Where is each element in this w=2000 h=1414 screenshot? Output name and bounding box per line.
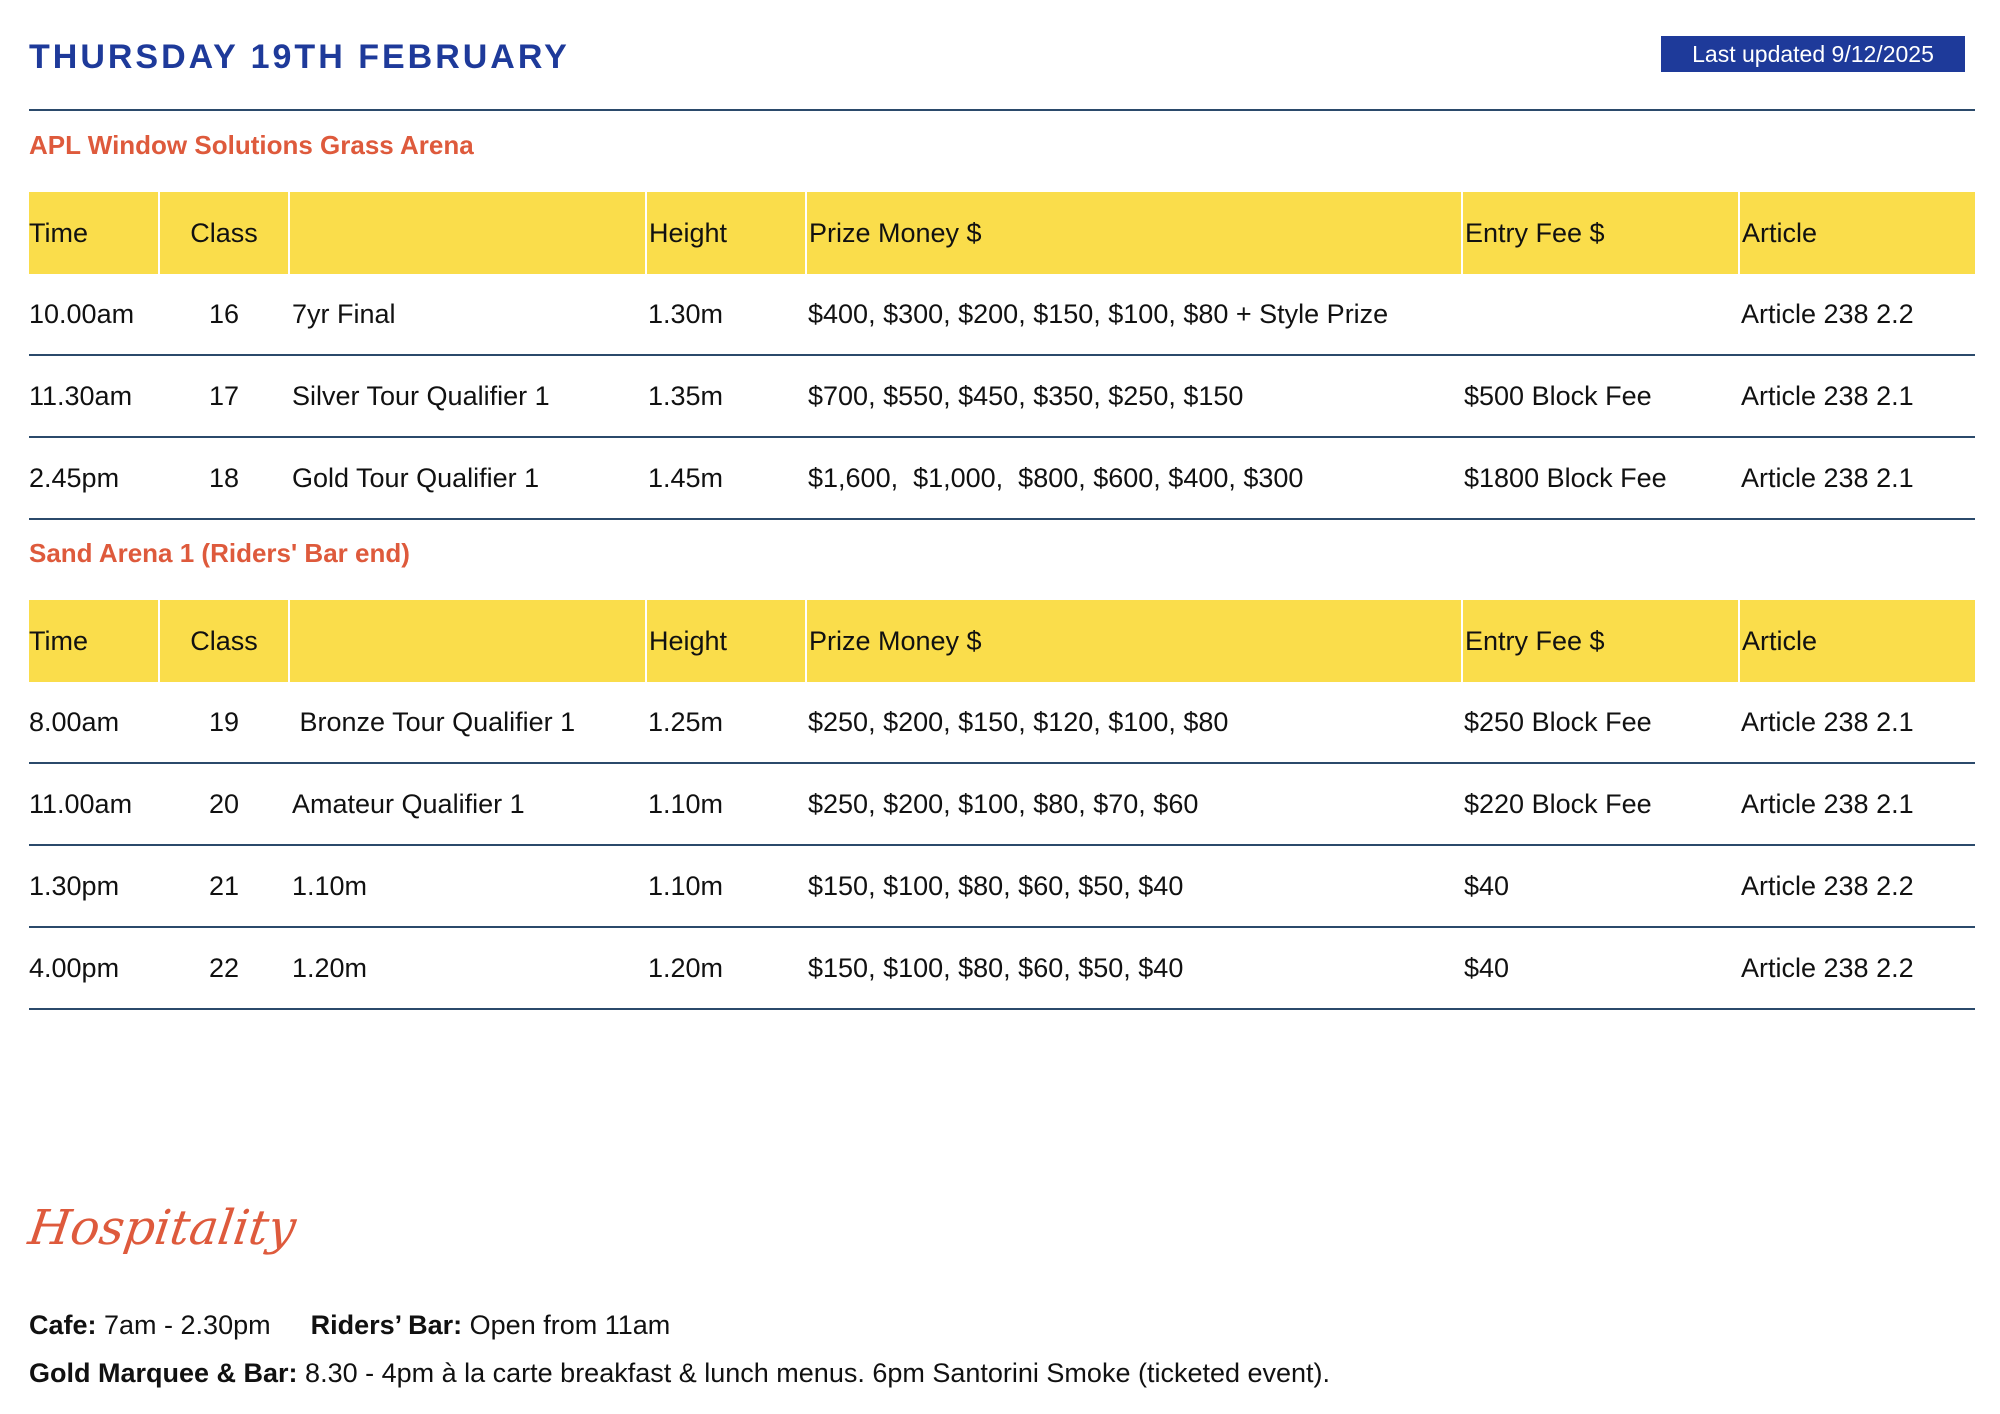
- column-header-prize-money: Prize Money $: [806, 192, 1462, 274]
- cell-class: 17: [159, 355, 289, 437]
- cell-time: 4.00pm: [29, 927, 159, 1009]
- column-header-event: [289, 600, 646, 682]
- cell-prize-money: $400, $300, $200, $150, $100, $80 + Style Prize: [806, 274, 1462, 355]
- cell-event: Silver Tour Qualifier 1: [289, 355, 646, 437]
- cell-prize-money: $150, $100, $80, $60, $50, $40: [806, 927, 1462, 1009]
- gold-marquee-label: Gold Marquee & Bar:: [29, 1358, 298, 1388]
- cell-height: 1.30m: [646, 274, 806, 355]
- schedule-table-sand-arena: [29, 600, 1975, 1010]
- cell-prize-money: $150, $100, $80, $60, $50, $40: [806, 845, 1462, 927]
- cell-prize-money: $250, $200, $150, $120, $100, $80: [806, 682, 1462, 763]
- cell-height: 1.45m: [646, 437, 806, 519]
- column-header-event: [289, 192, 646, 274]
- column-header-height: Height: [646, 600, 806, 682]
- column-header-entry-fee: Entry Fee $: [1462, 600, 1739, 682]
- cell-entry-fee: $40: [1462, 845, 1739, 927]
- section-title-sand-arena: Sand Arena 1 (Riders' Bar end): [29, 538, 410, 568]
- cell-event: Bronze Tour Qualifier 1: [289, 682, 646, 763]
- cell-height: 1.25m: [646, 682, 806, 763]
- title-divider: [29, 109, 1975, 111]
- cell-event: 7yr Final: [289, 274, 646, 355]
- cell-time: 2.45pm: [29, 437, 159, 519]
- cell-prize-money: $700, $550, $450, $350, $250, $150: [806, 355, 1462, 437]
- table-row: [29, 355, 1975, 437]
- table-header-row: [29, 600, 1975, 682]
- cell-time: 1.30pm: [29, 845, 159, 927]
- cell-prize-money: $250, $200, $100, $80, $70, $60: [806, 763, 1462, 845]
- table-row: [29, 927, 1975, 1009]
- cell-height: 1.20m: [646, 927, 806, 1009]
- cell-article: Article 238 2.1: [1739, 682, 1975, 763]
- section-title-grass-arena: APL Window Solutions Grass Arena: [29, 130, 474, 160]
- table-row: [29, 845, 1975, 927]
- riders-bar-label: Riders’ Bar:: [310, 1310, 463, 1340]
- cell-time: 10.00am: [29, 274, 159, 355]
- cell-article: Article 238 2.2: [1739, 274, 1975, 355]
- cell-entry-fee: $40: [1462, 927, 1739, 1009]
- riders-bar-hours: Open from 11am: [462, 1310, 671, 1340]
- cell-time: 8.00am: [29, 682, 159, 763]
- cell-article: Article 238 2.2: [1739, 845, 1975, 927]
- table-row: [29, 763, 1975, 845]
- cafe-hours: 7am - 2.30pm: [96, 1310, 271, 1340]
- column-header-article: Article: [1739, 192, 1975, 274]
- cell-event: Amateur Qualifier 1: [289, 763, 646, 845]
- column-header-time: Time: [29, 600, 159, 682]
- cell-height: 1.10m: [646, 763, 806, 845]
- column-header-class: Class: [159, 600, 289, 682]
- column-header-time: Time: [29, 192, 159, 274]
- cell-event: 1.10m: [289, 845, 646, 927]
- cell-entry-fee: [1462, 274, 1739, 355]
- cell-class: 16: [159, 274, 289, 355]
- cell-height: 1.35m: [646, 355, 806, 437]
- cell-height: 1.10m: [646, 845, 806, 927]
- column-header-prize-money: Prize Money $: [806, 600, 1462, 682]
- cell-article: Article 238 2.1: [1739, 763, 1975, 845]
- gold-marquee-details: 8.30 - 4pm à la carte breakfast & lunch menus. 6pm Santorini Smoke (ticketed event).: [297, 1358, 1331, 1388]
- hospitality-title: Hospitality: [25, 1200, 300, 1256]
- cell-class: 19: [159, 682, 289, 763]
- table-row: [29, 682, 1975, 763]
- column-header-article: Article: [1739, 600, 1975, 682]
- cell-event: Gold Tour Qualifier 1: [289, 437, 646, 519]
- hospitality-line-1: [29, 1310, 670, 1341]
- cell-class: 18: [159, 437, 289, 519]
- last-updated-badge: Last updated 9/12/2025: [1661, 36, 1965, 72]
- column-header-class: Class: [159, 192, 289, 274]
- cell-class: 22: [159, 927, 289, 1009]
- cell-entry-fee: $250 Block Fee: [1462, 682, 1739, 763]
- cell-article: Article 238 2.1: [1739, 355, 1975, 437]
- cell-entry-fee: $220 Block Fee: [1462, 763, 1739, 845]
- table-header-row: [29, 192, 1975, 274]
- cafe-label: Cafe:: [29, 1310, 97, 1340]
- cell-event: 1.20m: [289, 927, 646, 1009]
- cell-class: 21: [159, 845, 289, 927]
- page-title: THURSDAY 19TH FEBRUARY: [29, 38, 570, 76]
- table-row: [29, 437, 1975, 519]
- hospitality-line-2: [29, 1358, 1330, 1389]
- cell-entry-fee: $1800 Block Fee: [1462, 437, 1739, 519]
- table-row: [29, 274, 1975, 355]
- cell-article: Article 238 2.1: [1739, 437, 1975, 519]
- cell-article: Article 238 2.2: [1739, 927, 1975, 1009]
- column-header-entry-fee: Entry Fee $: [1462, 192, 1739, 274]
- cell-class: 20: [159, 763, 289, 845]
- cell-prize-money: $1,600, $1,000, $800, $600, $400, $300: [806, 437, 1462, 519]
- cell-time: 11.30am: [29, 355, 159, 437]
- column-header-height: Height: [646, 192, 806, 274]
- cell-time: 11.00am: [29, 763, 159, 845]
- schedule-table-grass-arena: [29, 192, 1975, 520]
- cell-entry-fee: $500 Block Fee: [1462, 355, 1739, 437]
